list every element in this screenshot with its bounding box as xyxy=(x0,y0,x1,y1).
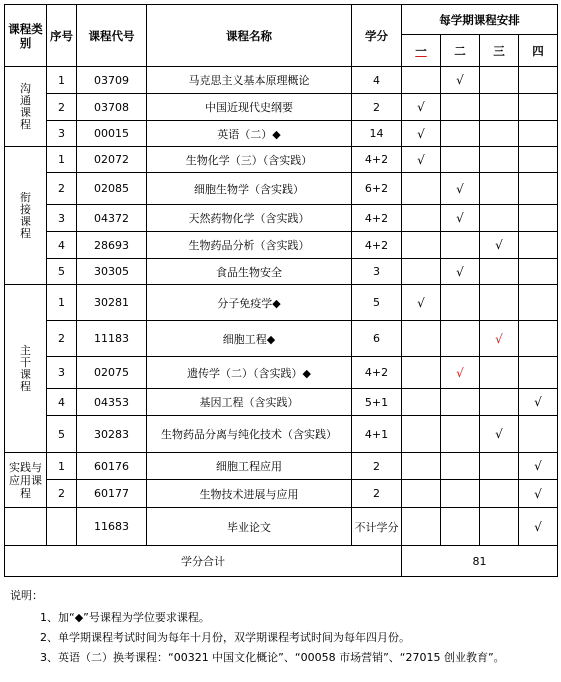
row-number-cell: 2 xyxy=(47,321,77,357)
check-mark-icon: √ xyxy=(534,459,542,473)
semester-cell xyxy=(402,205,441,232)
semester-cell xyxy=(402,285,441,321)
credits-cell: 4+2 xyxy=(352,205,402,232)
semester-cell xyxy=(480,453,519,480)
course-code-cell: 30305 xyxy=(77,259,147,285)
course-name-cell: 食品生物安全 xyxy=(147,259,352,285)
table-row xyxy=(5,285,558,321)
table-row xyxy=(5,259,558,285)
course-name-cell: 分子免疫学◆ xyxy=(147,285,352,321)
semester-cell xyxy=(441,173,480,205)
semester-cell xyxy=(441,121,480,147)
row-number-cell: 1 xyxy=(47,453,77,480)
semester-cell xyxy=(402,321,441,357)
semester-cell xyxy=(402,508,441,546)
check-mark-icon: √ xyxy=(456,181,464,196)
semester-cell xyxy=(480,357,519,389)
notes xyxy=(10,589,558,671)
credits-cell: 2 xyxy=(352,453,402,480)
table-row xyxy=(5,357,558,389)
category-cell: 衔接课程 xyxy=(5,147,47,285)
check-mark-icon: √ xyxy=(495,238,503,252)
semester-cell xyxy=(519,416,558,453)
semester-cell xyxy=(441,232,480,259)
note-item: 3、英语（二）换考课程：“00321 中国文化概论”、“00058 市场营销”、“27015 创业教育”。 xyxy=(40,651,505,664)
credits-cell: 5+1 xyxy=(352,389,402,416)
table-row xyxy=(5,416,558,453)
table-row xyxy=(5,205,558,232)
credits-cell: 6 xyxy=(352,321,402,357)
course-code-cell: 28693 xyxy=(77,232,147,259)
course-code-cell: 04353 xyxy=(77,389,147,416)
semester-cell xyxy=(441,94,480,121)
header-name: 课程名称 xyxy=(147,5,352,67)
course-name-cell: 遗传学（二）（含实践）◆ xyxy=(147,357,352,389)
table-row xyxy=(5,173,558,205)
check-mark-icon: √ xyxy=(495,331,503,346)
semester-cell xyxy=(480,121,519,147)
course-name-cell: 生物药品分析（含实践） xyxy=(147,232,352,259)
semester-cell xyxy=(519,389,558,416)
semester-cell xyxy=(441,416,480,453)
course-name-cell: 细胞生物学（含实践） xyxy=(147,173,352,205)
header-semester-4: 四 xyxy=(519,35,558,67)
semester-cell xyxy=(402,121,441,147)
row-number-cell: 4 xyxy=(47,232,77,259)
header-credits: 学分 xyxy=(352,5,402,67)
semester-cell xyxy=(402,416,441,453)
category-cell: 主干课程 xyxy=(5,285,47,453)
total-label: 学分合计 xyxy=(5,546,402,577)
category-cell xyxy=(5,508,47,546)
course-code-cell: 02075 xyxy=(77,357,147,389)
course-name-cell: 毕业论文 xyxy=(147,508,352,546)
row-number-cell: 2 xyxy=(47,94,77,121)
semester-cell xyxy=(402,357,441,389)
semester-cell xyxy=(441,259,480,285)
row-number-cell: 5 xyxy=(47,259,77,285)
credits-cell: 4+2 xyxy=(352,232,402,259)
semester-cell xyxy=(480,321,519,357)
course-name-cell: 生物药品分离与纯化技术（含实践） xyxy=(147,416,352,453)
semester-cell xyxy=(441,389,480,416)
row-number-cell: 3 xyxy=(47,357,77,389)
semester-cell xyxy=(480,508,519,546)
check-mark-icon: √ xyxy=(417,100,425,114)
course-code-cell: 60177 xyxy=(77,480,147,508)
table-row xyxy=(5,121,558,147)
header-code: 课程代号 xyxy=(77,5,147,67)
semester-cell xyxy=(441,205,480,232)
semester-cell xyxy=(519,480,558,508)
semester-cell xyxy=(519,259,558,285)
check-mark-icon: √ xyxy=(495,427,503,441)
table-row xyxy=(5,232,558,259)
semester-cell xyxy=(480,205,519,232)
check-mark-icon: √ xyxy=(534,395,542,409)
semester-cell xyxy=(402,480,441,508)
semester-cell xyxy=(519,205,558,232)
course-code-cell: 30283 xyxy=(77,416,147,453)
semester-cell xyxy=(441,453,480,480)
course-name-cell: 细胞工程◆ xyxy=(147,321,352,357)
check-mark-icon: √ xyxy=(417,295,425,310)
semester-cell xyxy=(519,321,558,357)
row-number-cell: 1 xyxy=(47,147,77,173)
course-code-cell: 30281 xyxy=(77,285,147,321)
semester-cell xyxy=(480,147,519,173)
semester-cell xyxy=(519,453,558,480)
table-row xyxy=(5,453,558,480)
semester-cell xyxy=(402,232,441,259)
semester-cell xyxy=(441,321,480,357)
semester-cell xyxy=(519,121,558,147)
semester-cell xyxy=(402,173,441,205)
semester-cell xyxy=(519,508,558,546)
semester-cell xyxy=(519,173,558,205)
course-rows xyxy=(5,67,558,577)
semester-cell xyxy=(441,285,480,321)
semester-cell xyxy=(402,389,441,416)
semester-cell xyxy=(441,480,480,508)
note-item: 1、加“◆”号课程为学位要求课程。 xyxy=(40,611,210,624)
check-mark-icon: √ xyxy=(534,519,542,534)
semester-cell xyxy=(402,94,441,121)
semester-cell xyxy=(480,416,519,453)
header-schedule: 每学期课程安排 xyxy=(402,5,558,35)
course-name-cell: 生物化学（三）（含实践） xyxy=(147,147,352,173)
header-semester-3: 三 xyxy=(480,35,519,67)
table-row xyxy=(5,389,558,416)
credits-cell: 4+2 xyxy=(352,357,402,389)
row-number-cell: 2 xyxy=(47,173,77,205)
course-name-cell: 天然药物化学（含实践） xyxy=(147,205,352,232)
semester-cell xyxy=(480,285,519,321)
note-item: 2、单学期课程考试时间为每年十月份，双学期课程考试时间为每年四月份。 xyxy=(40,631,410,644)
table-row xyxy=(5,67,558,94)
row-number-cell: 5 xyxy=(47,416,77,453)
course-name-cell: 中国近现代史纲要 xyxy=(147,94,352,121)
check-mark-icon: √ xyxy=(534,486,542,501)
semester-cell xyxy=(480,232,519,259)
credits-cell: 4+1 xyxy=(352,416,402,453)
semester-cell xyxy=(480,173,519,205)
course-name-cell: 马克思主义基本原理概论 xyxy=(147,67,352,94)
table-row xyxy=(5,321,558,357)
semester-cell xyxy=(519,94,558,121)
table-row xyxy=(5,480,558,508)
semester-cell xyxy=(441,147,480,173)
credits-cell: 3 xyxy=(352,259,402,285)
credits-cell: 2 xyxy=(352,480,402,508)
check-mark-icon: √ xyxy=(456,365,464,380)
course-code-cell: 03709 xyxy=(77,67,147,94)
row-number-cell: 1 xyxy=(47,67,77,94)
course-code-cell: 00015 xyxy=(77,121,147,147)
course-code-cell: 02085 xyxy=(77,173,147,205)
semester-cell xyxy=(480,259,519,285)
credits-cell: 4 xyxy=(352,67,402,94)
check-mark-icon: √ xyxy=(417,152,425,167)
semester-cell xyxy=(402,67,441,94)
category-cell: 沟通课程 xyxy=(5,67,47,147)
course-name-cell: 基因工程（含实践） xyxy=(147,389,352,416)
category-cell: 实践与应用课程 xyxy=(5,453,47,508)
check-mark-icon: √ xyxy=(417,126,425,141)
row-number-cell: 3 xyxy=(47,205,77,232)
credits-cell: 5 xyxy=(352,285,402,321)
semester-cell xyxy=(402,147,441,173)
credits-cell: 6+2 xyxy=(352,173,402,205)
check-mark-icon: √ xyxy=(456,211,464,225)
check-mark-icon: √ xyxy=(456,73,464,87)
header-semester-2: 二 xyxy=(441,35,480,67)
semester-cell xyxy=(519,67,558,94)
credits-cell: 2 xyxy=(352,94,402,121)
semester-cell xyxy=(480,389,519,416)
course-code-cell: 60176 xyxy=(77,453,147,480)
semester-cell xyxy=(402,453,441,480)
header-category: 课程类别 xyxy=(5,5,47,67)
check-mark-icon: √ xyxy=(456,264,464,279)
row-number-cell xyxy=(47,508,77,546)
course-name-cell: 英语（二）◆ xyxy=(147,121,352,147)
credits-cell: 不计学分 xyxy=(352,508,402,546)
row-number-cell: 3 xyxy=(47,121,77,147)
credits-cell: 4+2 xyxy=(352,147,402,173)
row-number-cell: 1 xyxy=(47,285,77,321)
credits-cell: 14 xyxy=(352,121,402,147)
header-semester-1: 一 xyxy=(402,35,441,67)
semester-cell xyxy=(441,357,480,389)
table-row xyxy=(5,94,558,121)
semester-cell xyxy=(519,232,558,259)
table-row xyxy=(5,147,558,173)
course-code-cell: 04372 xyxy=(77,205,147,232)
semester-cell xyxy=(480,480,519,508)
semester-cell xyxy=(519,285,558,321)
row-number-cell: 4 xyxy=(47,389,77,416)
course-code-cell: 11683 xyxy=(77,508,147,546)
course-code-cell: 02072 xyxy=(77,147,147,173)
semester-cell xyxy=(441,508,480,546)
total-value: 81 xyxy=(402,546,558,577)
thesis-row xyxy=(5,508,558,546)
semester-cell xyxy=(480,67,519,94)
total-row xyxy=(5,546,558,577)
semester-cell xyxy=(402,259,441,285)
notes-lead: 说明： xyxy=(10,589,43,602)
header-no: 序号 xyxy=(47,5,77,67)
course-code-cell: 03708 xyxy=(77,94,147,121)
row-number-cell: 2 xyxy=(47,480,77,508)
course-plan-table xyxy=(4,4,558,577)
course-name-cell: 细胞工程应用 xyxy=(147,453,352,480)
course-name-cell: 生物技术进展与应用 xyxy=(147,480,352,508)
semester-cell xyxy=(441,67,480,94)
semester-cell xyxy=(519,147,558,173)
semester-cell xyxy=(480,94,519,121)
course-code-cell: 11183 xyxy=(77,321,147,357)
semester-cell xyxy=(519,357,558,389)
